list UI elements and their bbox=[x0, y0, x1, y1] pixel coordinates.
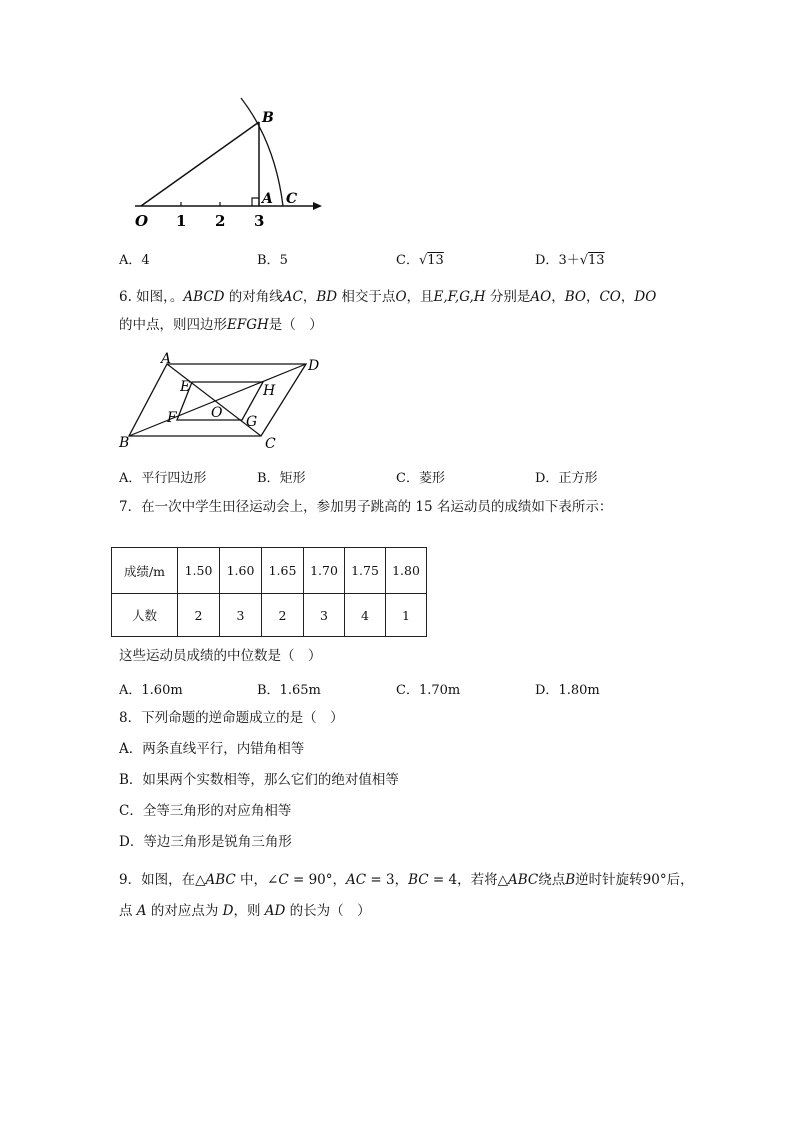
table-cell: 1.75 bbox=[345, 548, 386, 594]
q7-option-d[interactable] bbox=[535, 679, 600, 698]
q7-option-c[interactable] bbox=[396, 679, 460, 698]
q8-option-a[interactable]: A．两条直线平行，内错角相等 bbox=[119, 741, 305, 757]
label-o: O bbox=[135, 212, 149, 230]
option-text: 1.80m bbox=[558, 683, 600, 698]
q5-figure bbox=[125, 92, 330, 232]
option-letter: D． bbox=[535, 683, 559, 698]
q6-stem-line1 bbox=[119, 289, 656, 305]
table-cell: 3 bbox=[220, 594, 262, 637]
q6-stem-line2 bbox=[119, 317, 323, 333]
q8-stem: 8．下列命题的逆命题成立的是（ ） bbox=[119, 710, 344, 726]
label-g: G bbox=[246, 414, 258, 430]
label-h: H bbox=[263, 383, 276, 399]
table-cell: 2 bbox=[178, 594, 220, 637]
q9-math: D bbox=[222, 903, 234, 919]
label-c: C bbox=[286, 191, 298, 207]
q6-text: 的中点，则四边形 bbox=[119, 317, 227, 333]
q6-math: DO bbox=[634, 289, 657, 305]
table-cell: 1.60 bbox=[220, 548, 262, 594]
table-cell: 1.70 bbox=[304, 548, 345, 594]
number-line-arrow-icon bbox=[313, 202, 322, 210]
label-tick-3: 3 bbox=[254, 212, 265, 230]
option-letter: D． bbox=[535, 253, 559, 268]
q5-option-c[interactable] bbox=[396, 249, 444, 268]
q9-math: AD bbox=[264, 903, 286, 919]
q9-text: = 3， bbox=[366, 872, 409, 888]
q6-text: ， bbox=[551, 289, 565, 305]
option-text: 13 bbox=[427, 253, 444, 268]
label-a: A bbox=[262, 191, 273, 207]
label-b: B bbox=[262, 110, 274, 126]
option-text: 矩形 bbox=[279, 471, 306, 486]
label-f: F bbox=[167, 410, 177, 426]
q7-question: 这些运动员成绩的中位数是（ ） bbox=[119, 648, 322, 664]
q9-text: 9．如图，在 bbox=[119, 872, 196, 888]
table-cell: 2 bbox=[262, 594, 304, 637]
diagonal-bd bbox=[129, 364, 306, 436]
q5-option-b[interactable] bbox=[257, 249, 288, 268]
q6-text: 6. 如图，。 bbox=[119, 289, 184, 305]
q9-math: ∠C bbox=[267, 872, 289, 888]
q9-text: 的长为（ ） bbox=[285, 903, 371, 919]
q9-math: △ABC bbox=[195, 872, 236, 888]
q6-math: ABCD bbox=[183, 289, 225, 305]
sqrt-sign-icon: √ bbox=[579, 253, 589, 268]
q6-text: ，且 bbox=[406, 289, 434, 305]
q9-text: 点 bbox=[119, 903, 137, 919]
q9-math: BC bbox=[408, 872, 429, 888]
q6-text: 分别是 bbox=[485, 289, 531, 305]
table-cell: 1.80 bbox=[386, 548, 427, 594]
table-cell: 人数 bbox=[112, 594, 178, 637]
q8-option-b[interactable]: B．如果两个实数相等，那么它们的绝对值相等 bbox=[119, 772, 399, 788]
option-prefix: 3＋ bbox=[558, 253, 580, 268]
option-letter: C． bbox=[396, 683, 419, 698]
q9-stem-line2 bbox=[119, 903, 371, 919]
option-text: 平行四边形 bbox=[141, 471, 207, 486]
q6-option-b[interactable] bbox=[257, 467, 306, 486]
q6-option-a[interactable] bbox=[119, 467, 206, 486]
q9-math: △ABC bbox=[497, 872, 539, 888]
option-text: 1.65m bbox=[279, 683, 321, 698]
table-header-row bbox=[112, 548, 427, 594]
label-tick-2: 2 bbox=[215, 212, 226, 230]
table-cell: 1 bbox=[386, 594, 427, 637]
q9-text: 逆时针旋转90°后， bbox=[575, 872, 694, 888]
option-letter: B． bbox=[257, 253, 280, 268]
option-text: 13 bbox=[588, 253, 605, 268]
q6-option-c[interactable] bbox=[396, 467, 445, 486]
label-a: A bbox=[161, 351, 172, 367]
option-text: 1.60m bbox=[141, 683, 183, 698]
segment-ob bbox=[141, 122, 259, 206]
label-b: B bbox=[119, 435, 130, 451]
q6-math: CO bbox=[599, 289, 621, 305]
table-cell: 1.65 bbox=[262, 548, 304, 594]
q6-text: 相交于点 bbox=[337, 289, 396, 305]
q8-option-c[interactable]: C．全等三角形的对应角相等 bbox=[119, 803, 292, 819]
option-letter: A． bbox=[119, 253, 142, 268]
label-tick-1: 1 bbox=[176, 212, 187, 230]
q6-math: E,F,G,H bbox=[433, 289, 486, 305]
q5-option-d[interactable] bbox=[535, 249, 605, 268]
table-cell: 4 bbox=[345, 594, 386, 637]
table-cell: 1.50 bbox=[178, 548, 220, 594]
q9-text: 绕点 bbox=[538, 872, 566, 888]
option-letter: C． bbox=[396, 471, 419, 486]
option-letter: D． bbox=[535, 471, 559, 486]
q9-text: 的对应点为 bbox=[146, 903, 223, 919]
table-cell: 3 bbox=[304, 594, 345, 637]
table-row bbox=[112, 594, 427, 637]
q7-stem: 7．在一次中学生田径运动会上，参加男子跳高的 15 名运动员的成绩如下表所示： bbox=[119, 499, 613, 515]
option-letter: C． bbox=[396, 253, 419, 268]
label-d: D bbox=[308, 358, 320, 374]
q7-score-table bbox=[111, 547, 427, 637]
option-letter: A． bbox=[119, 471, 142, 486]
q9-math: AC bbox=[346, 872, 367, 888]
q9-text: = 90°， bbox=[288, 872, 347, 888]
right-angle-mark bbox=[252, 198, 259, 206]
q9-stem-line1 bbox=[119, 872, 694, 888]
q6-text: ， bbox=[620, 289, 635, 305]
q6-figure bbox=[115, 350, 330, 452]
option-text: 正方形 bbox=[558, 471, 598, 486]
q7-option-b[interactable] bbox=[257, 679, 321, 698]
q5-option-a[interactable] bbox=[119, 249, 150, 268]
option-text: 1.70m bbox=[418, 683, 461, 698]
q6-option-d[interactable] bbox=[535, 467, 597, 486]
q9-text: = 4，若将 bbox=[428, 872, 498, 888]
q6-text: 是（ ） bbox=[268, 317, 323, 333]
q9-math: A bbox=[136, 903, 147, 919]
q6-math: AO bbox=[530, 289, 552, 305]
q6-text: ， bbox=[585, 289, 600, 305]
q6-text: ， bbox=[302, 289, 317, 305]
q6-math: BO bbox=[564, 289, 586, 305]
option-letter: B． bbox=[257, 471, 280, 486]
q9-text: 中， bbox=[235, 872, 268, 888]
label-e: E bbox=[180, 379, 191, 395]
q6-math: BD bbox=[316, 289, 338, 305]
q9-math: B bbox=[565, 872, 576, 888]
option-letter: A． bbox=[119, 683, 142, 698]
sqrt-sign-icon: √ bbox=[418, 253, 428, 268]
label-c: C bbox=[265, 436, 276, 452]
label-o: O bbox=[211, 405, 223, 421]
q6-text: 的对角线 bbox=[224, 289, 283, 305]
option-text: 5 bbox=[279, 253, 288, 268]
q6-math: AC bbox=[282, 289, 303, 305]
option-text: 菱形 bbox=[418, 471, 445, 486]
q7-option-a[interactable] bbox=[119, 679, 183, 698]
option-text: 4 bbox=[141, 253, 150, 268]
q9-text: ，则 bbox=[233, 903, 265, 919]
option-letter: B． bbox=[257, 683, 280, 698]
q6-math: EFGH bbox=[227, 317, 269, 333]
q6-math: O bbox=[395, 289, 407, 305]
table-cell: 成绩/m bbox=[112, 548, 178, 594]
q8-option-d[interactable]: D．等边三角形是锐角三角形 bbox=[119, 834, 292, 850]
